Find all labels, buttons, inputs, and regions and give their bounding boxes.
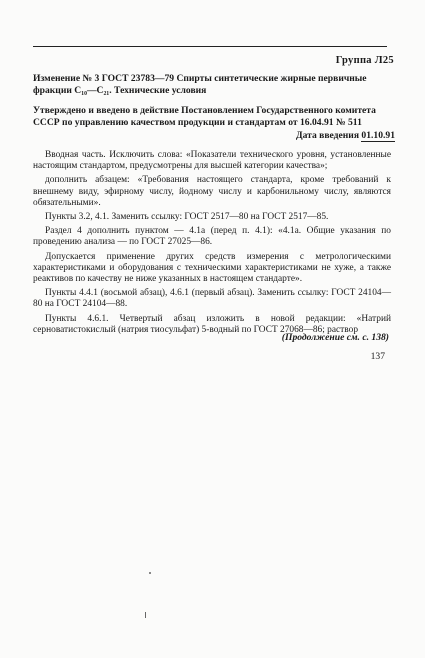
scan-speck [145,612,146,618]
amendment-body [33,150,391,339]
top-rule [33,46,387,47]
continuation-note: (Продолжение см. с. 138) [281,332,389,343]
effective-date-value: 01.10.91 [361,130,395,141]
scan-speck [149,572,151,574]
amendment-title: Изменение № 3 ГОСТ 23783—79 Спирты синтетические жирные первичные фракции С₁₀—С₂₁. Технические условия [33,73,367,96]
approval-statement: Утверждено и введено в действие Постановлением Государственного комитета СССР по управлению качеством продукции и стандартам от 16.04.91 № 511 [33,105,376,128]
effective-date-label: Дата введения [295,130,360,141]
paragraph: Пункты 4.4.1 (восьмой абзац), 4.6.1 (первый абзац). Заменить ссылку: ГОСТ 24104—80 на ГОСТ 24104—88. [33,288,391,310]
paragraph: Пункты 4.6.1. Четвертый абзац изложить в новой редакции: «Натрий серноватистокислый (натрия тиосульфат) 5-водный по ГОСТ 27068—86; раствор [33,313,391,335]
effective-date [296,130,395,141]
group-label: Группа Л25 [335,55,394,66]
paragraph: Вводная часть. Исключить слова: «Показатели технического уровня, установленные настоящим стандартом, предусмотрены для высшей категории качества»; [33,150,391,172]
paragraph: Раздел 4 дополнить пунктом — 4.1а (перед п. 4.1): «4.1а. Общие указания по проведению анализа — по ГОСТ 27025—86. [33,226,391,248]
page-number: 137 [370,351,385,362]
paragraph: Допускается применение других средств измерения с метрологическими характеристиками и оборудования с техническими характеристиками не хуже, а также реактивов по качеству не ниже указанных в настоящем стандарте». [33,251,391,285]
paragraph: дополнить абзацем: «Требования настоящего стандарта, кроме требований к внешнему виду, эфирному числу, йодному числу и карбонильному числу, являются обязательными». [33,175,391,208]
paragraph: Пункты 3.2, 4.1. Заменить ссылку: ГОСТ 2517—80 на ГОСТ 2517—85. [45,212,329,223]
